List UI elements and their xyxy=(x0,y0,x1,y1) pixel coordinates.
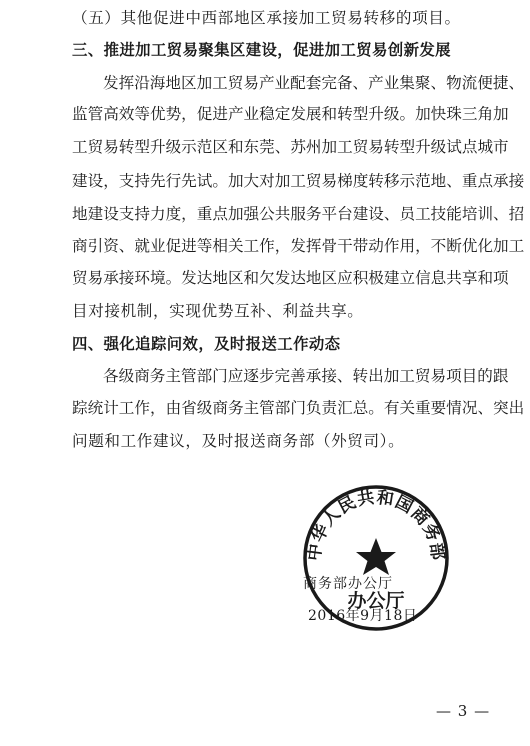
date: 2016年9月18日 xyxy=(308,608,418,624)
section-three-heading: 三、推进加工贸易聚集区建设，促进加工贸易创新发展 xyxy=(72,41,451,59)
star-icon xyxy=(356,538,396,575)
paragraph-line: 目对接机制，实现优势互补、利益共享。 xyxy=(72,302,364,320)
section-four-heading: 四、强化追踪问效，及时报送工作动态 xyxy=(72,335,341,353)
paragraph-line: 地建设支持力度，重点加强公共服务平台建设、员工技能培训、招 xyxy=(72,205,525,223)
paragraph-line: 踪统计工作，由省级商务主管部门负责汇总。有关重要情况、突出 xyxy=(72,399,525,417)
paragraph-line: 贸易承接环境。发达地区和欠发达地区应积极建立信息共享和项 xyxy=(72,269,509,287)
paragraph-line: 发挥沿海地区加工贸易产业配套完备、产业集聚、物流便捷、 xyxy=(103,74,525,92)
paragraph-line: 商引资、就业促进等相关工作，发挥骨干带动作用，不断优化加工 xyxy=(72,237,525,255)
paragraph-line: 建设，支持先行先试。加大对加工贸易梯度转移示范地、重点承接 xyxy=(72,172,525,190)
page-number: — 3 — xyxy=(436,702,491,720)
seal-bottom-text: 办公厅 xyxy=(347,590,405,612)
signature: 商务部办公厅 xyxy=(303,576,393,592)
item-five: （五）其他促进中西部地区承接加工贸易转移的项目。 xyxy=(72,9,461,27)
paragraph-line: 各级商务主管部门应逐步完善承接、转出加工贸易项目的跟 xyxy=(103,367,509,385)
seal-arc-text: 中华人民共和国商务部 xyxy=(304,487,448,563)
paragraph-line: 问题和工作建议，及时报送商务部（外贸司）。 xyxy=(72,432,405,450)
paragraph-line: 监管高效等优势，促进产业稳定发展和转型升级。加快珠三角加 xyxy=(72,105,509,123)
paragraph-line: 工贸易转型升级示范区和东莞、苏州加工贸易转型升级试点城市 xyxy=(72,138,509,156)
